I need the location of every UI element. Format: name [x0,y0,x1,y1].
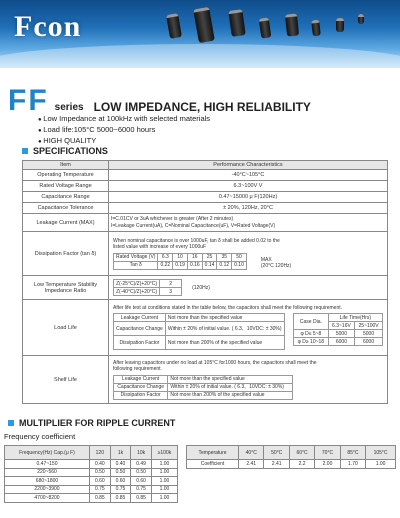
series-code: FF [8,84,49,117]
table-row: Load Life After life test at conditions stated in the table below, the capacitors shall meet the following requirement. Leakage Current Not more than the specified value Capacitance Change Within ± 20% of initial value. ( 6.3、10VDC: ± 30%) Dissipation Factor Not more than 200% of the specified value Case Dia. Life Time(Hrs) 6.3~16V 25~100V φ D≤ 5~8 5000 5000 φ D≥ 10~18 6000 6000 [23,300,388,356]
capacitor-image [311,20,321,37]
table-row: 0.47~150 0.40 0.40 0.49 1.00 [5,460,178,469]
capacitor-image [358,14,364,24]
table-row: 680~1800 0.60 0.60 0.60 1.00 [5,477,178,486]
capacitor-image [228,9,245,37]
feature-item: ● Load life:105°C 5000~6000 hours [38,125,210,136]
feature-item: ● HIGH QUALITY [38,136,210,147]
table-row: 220~560 0.50 0.50 0.50 1.00 [5,468,178,477]
temperature-table: Temperature 40°C 50°C 60°C 70°C 85°C 105°C Coefficient 2.41 2.41 2.2 2.00 1.70 1.00 [186,445,396,469]
capacitor-image [259,17,272,38]
col-item: Item [23,161,109,170]
col-perf: Performance Characteristics [109,161,388,170]
header-banner [0,0,400,68]
capacitor-image [336,18,344,32]
spec-table [22,160,388,404]
banner-wave [0,44,400,68]
table-row: Capacitance Tolerance ± 20%, 120Hz, 20°C [23,203,388,214]
table-row: 4700~8200 0.85 0.85 0.85 1.00 [5,494,178,503]
table-row: Operating Temperature -40°C~105°C [23,170,388,181]
table-row: Shelf Life After leaving capacitors under no load at 105°C for1000 hours, the capacitors shall meet the following requirement. Leakage Current Not more than the specified value Capacitance Change Within ± 20% of initial value. ( 6.3、10VDC: ± 30%) Dissipation Factor Not more than 200% of the specified value [23,356,388,404]
tan-delta-table: Rated Voltage (V) 6.3 10 16 25 35 50 Tan δ 0.22 0.19 0.16 0.14 0.12 0.10 [113,253,247,270]
title-row [8,86,311,116]
frequency-table: Frequency(Hz) Cap.(μ F) 120 1k 10k ≥100k 0.47~150 0.40 0.40 0.49 1.00 220~560 0.50 0.50 0.50 1.00 680~1800 0.60 0.60 0.60 1.00 2200~3900 0.75 0.75 0.75 1.00 4700~8200 0.85 0.85 0.85 1.00 [4,445,178,503]
frequency-coefficient-label: Frequency coefficient [4,432,76,441]
table-row: Rated Voltage Range 6.3~100V V [23,181,388,192]
feature-item: ● Low Impedance at 100kHz with selected materials [38,114,210,125]
table-row: 2200~3900 0.75 0.75 0.75 1.00 [5,485,178,494]
life-time-table: Case Dia. Life Time(Hrs) 6.3~16V 25~100V φ D≤ 5~8 5000 5000 φ D≥ 10~18 6000 6000 [293,313,383,346]
table-row: Coefficient 2.41 2.41 2.2 2.00 1.70 1.00 [187,460,396,469]
impedance-ratio-table: Z(-25°C)/Z(+20°C) 2 Z(-40°C)/Z(+20°C) 3 [113,279,182,296]
capacitor-image [285,13,299,36]
table-row: Leakage Current (MAX) I=C.01CV or 3uA whichever is greater (After 2 minutes) I=Leakage Current(uA), C=Nominal Capacitance(uF), V=Rated Voltage(V) [23,214,388,232]
feature-list [38,114,210,147]
table-row: Dissipation Factor (tan δ) When nominal capacitance is over 1000uF, tan δ shall be added 0.02 to the listed value with increase of every 1000uF Rated Voltage (V) 6.3 10 16 25 35 50 Tan δ 0.22 0.19 0.16 0.14 0.12 0.10 MAX (20°C 120Hz) [23,232,388,276]
table-row: Capacitance Range 0.47~15000 μ F(120Hz) [23,192,388,203]
capacitor-image [193,7,215,43]
ripple-section-title: MULTIPLIER FOR RIPPLE CURRENT [8,418,175,428]
shelf-life-requirements: Leakage Current Not more than the specified value Capacitance Change Within ± 20% of initial value. ( 6.3、10VDC: ± 30%) Dissipation Factor Not more than 200% of the specified value [113,375,293,400]
headline: LOW IMPEDANCE, HIGH RELIABILITY [93,100,311,114]
square-bullet-icon [8,420,14,426]
spec-section-title: SPECIFICATIONS [22,146,108,156]
series-word: series [54,102,84,113]
load-life-requirements: Leakage Current Not more than the specified value Capacitance Change Within ± 20% of initial value. ( 6.3、10VDC: ± 30%) Dissipation Factor Not more than 200% of the specified value [113,313,285,350]
square-bullet-icon [22,148,28,154]
table-row: Low Temperature Stability Impedance Ratio Z(-25°C)/Z(+20°C) 2 Z(-40°C)/Z(+20°C) 3 (120Hz) [23,276,388,300]
brand-logo: Fcon [14,10,82,43]
capacitor-image [166,13,182,39]
